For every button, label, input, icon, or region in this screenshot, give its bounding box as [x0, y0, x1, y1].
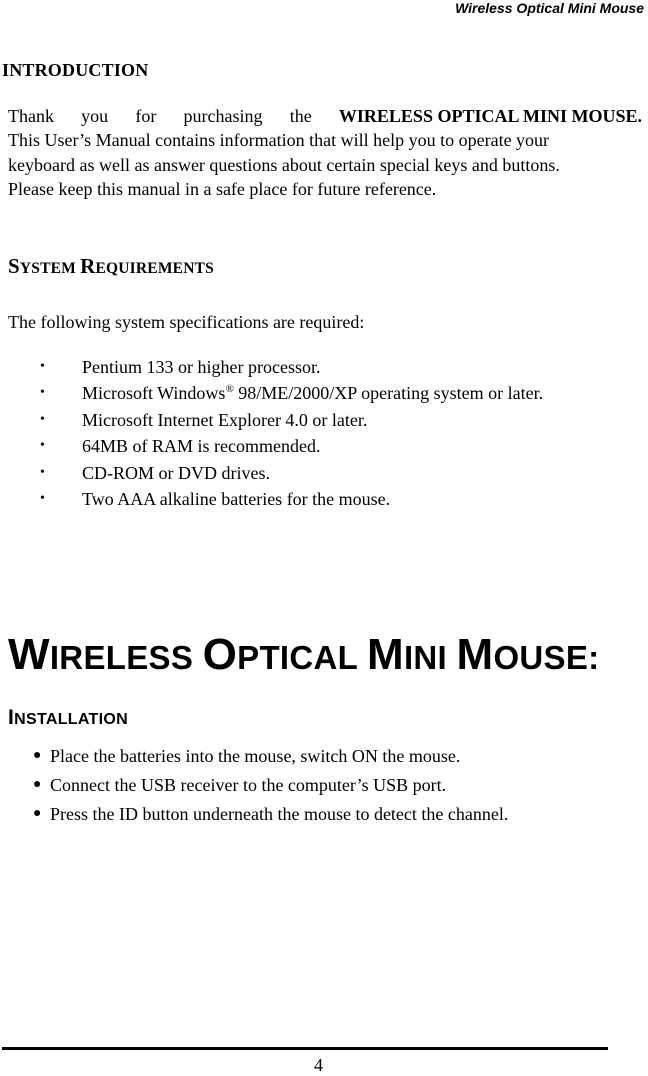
system-requirements-heading — [8, 254, 214, 281]
running-header: Wireless Optical Mini Mouse — [455, 0, 644, 16]
bullet-icon: • — [40, 385, 45, 401]
introduction-paragraph — [8, 104, 648, 202]
title-smallcaps: OUSE: — [493, 639, 600, 676]
title-smallcaps: PTICAL — [237, 639, 367, 676]
bullet-icon: • — [40, 438, 45, 454]
requirement-text: Pentium 133 or higher processor. — [82, 357, 321, 377]
filled-circle-bullet-icon: ● — [33, 806, 42, 821]
requirement-text: Microsoft Internet Explorer 4.0 or later. — [82, 409, 368, 430]
heading-initial: S — [8, 254, 20, 278]
intro-word: for — [135, 106, 157, 126]
installation-heading — [8, 705, 128, 733]
heading-smallcaps: YSTEM — [19, 260, 81, 277]
requirement-text: Two AAA alkaline batteries for the mouse. — [82, 488, 391, 509]
system-requirements-intro: The following system specifications are required: — [8, 312, 365, 332]
filled-circle-bullet-icon: ● — [33, 748, 42, 763]
title-smallcaps: INI — [403, 639, 457, 676]
step-text: Connect the USB receiver to the computer’s USB port. — [50, 775, 447, 795]
footer-divider — [2, 1047, 608, 1050]
filled-circle-bullet-icon: ● — [33, 777, 42, 792]
requirement-text-part: Microsoft Windows — [82, 383, 226, 404]
title-initial: W — [8, 630, 50, 679]
requirement-text — [82, 382, 543, 404]
bullet-icon: • — [40, 359, 45, 374]
heading-initial: I — [8, 706, 15, 729]
intro-word: you — [81, 106, 109, 126]
bullet-icon: • — [40, 490, 45, 506]
intro-line-1 — [8, 104, 642, 128]
intro-line-2: This User’s Manual contains information that will help you to operate your — [8, 130, 550, 151]
intro-word: the — [289, 106, 312, 126]
bullet-icon: • — [40, 411, 45, 427]
intro-word: Thank — [8, 106, 54, 126]
intro-word: purchasing — [183, 106, 263, 126]
heading-smallcaps: NSTALLATION — [14, 711, 128, 728]
title-initial: M — [456, 630, 494, 679]
bullet-icon: • — [40, 464, 45, 480]
registered-mark: ® — [225, 383, 234, 396]
page-number: 4 — [314, 1055, 323, 1075]
title-initial: O — [202, 630, 238, 679]
intro-line-4: Please keep this manual in a safe place for future reference. — [8, 179, 437, 200]
step-text: Place the batteries into the mouse, switch ON the mouse. — [50, 746, 461, 766]
title-smallcaps: IRELESS — [49, 639, 203, 676]
heading-initial: R — [80, 254, 96, 278]
step-text: Press the ID button underneath the mouse to detect the channel. — [50, 804, 509, 824]
requirement-text-part: 98/ME/2000/XP operating system or later. — [233, 383, 544, 404]
section-title — [8, 630, 599, 683]
product-name-bold: WIRELESS OPTICAL MINI MOUSE. — [338, 106, 642, 126]
requirement-text: 64MB of RAM is recommended. — [82, 436, 321, 457]
title-initial: M — [367, 630, 404, 679]
heading-smallcaps: EQUIREMENTS — [95, 260, 214, 277]
introduction-heading: INTRODUCTION — [2, 60, 149, 80]
requirement-text: CD-ROM or DVD drives. — [82, 462, 270, 483]
intro-line-3: keyboard as well as answer questions about certain special keys and buttons. — [8, 154, 560, 175]
